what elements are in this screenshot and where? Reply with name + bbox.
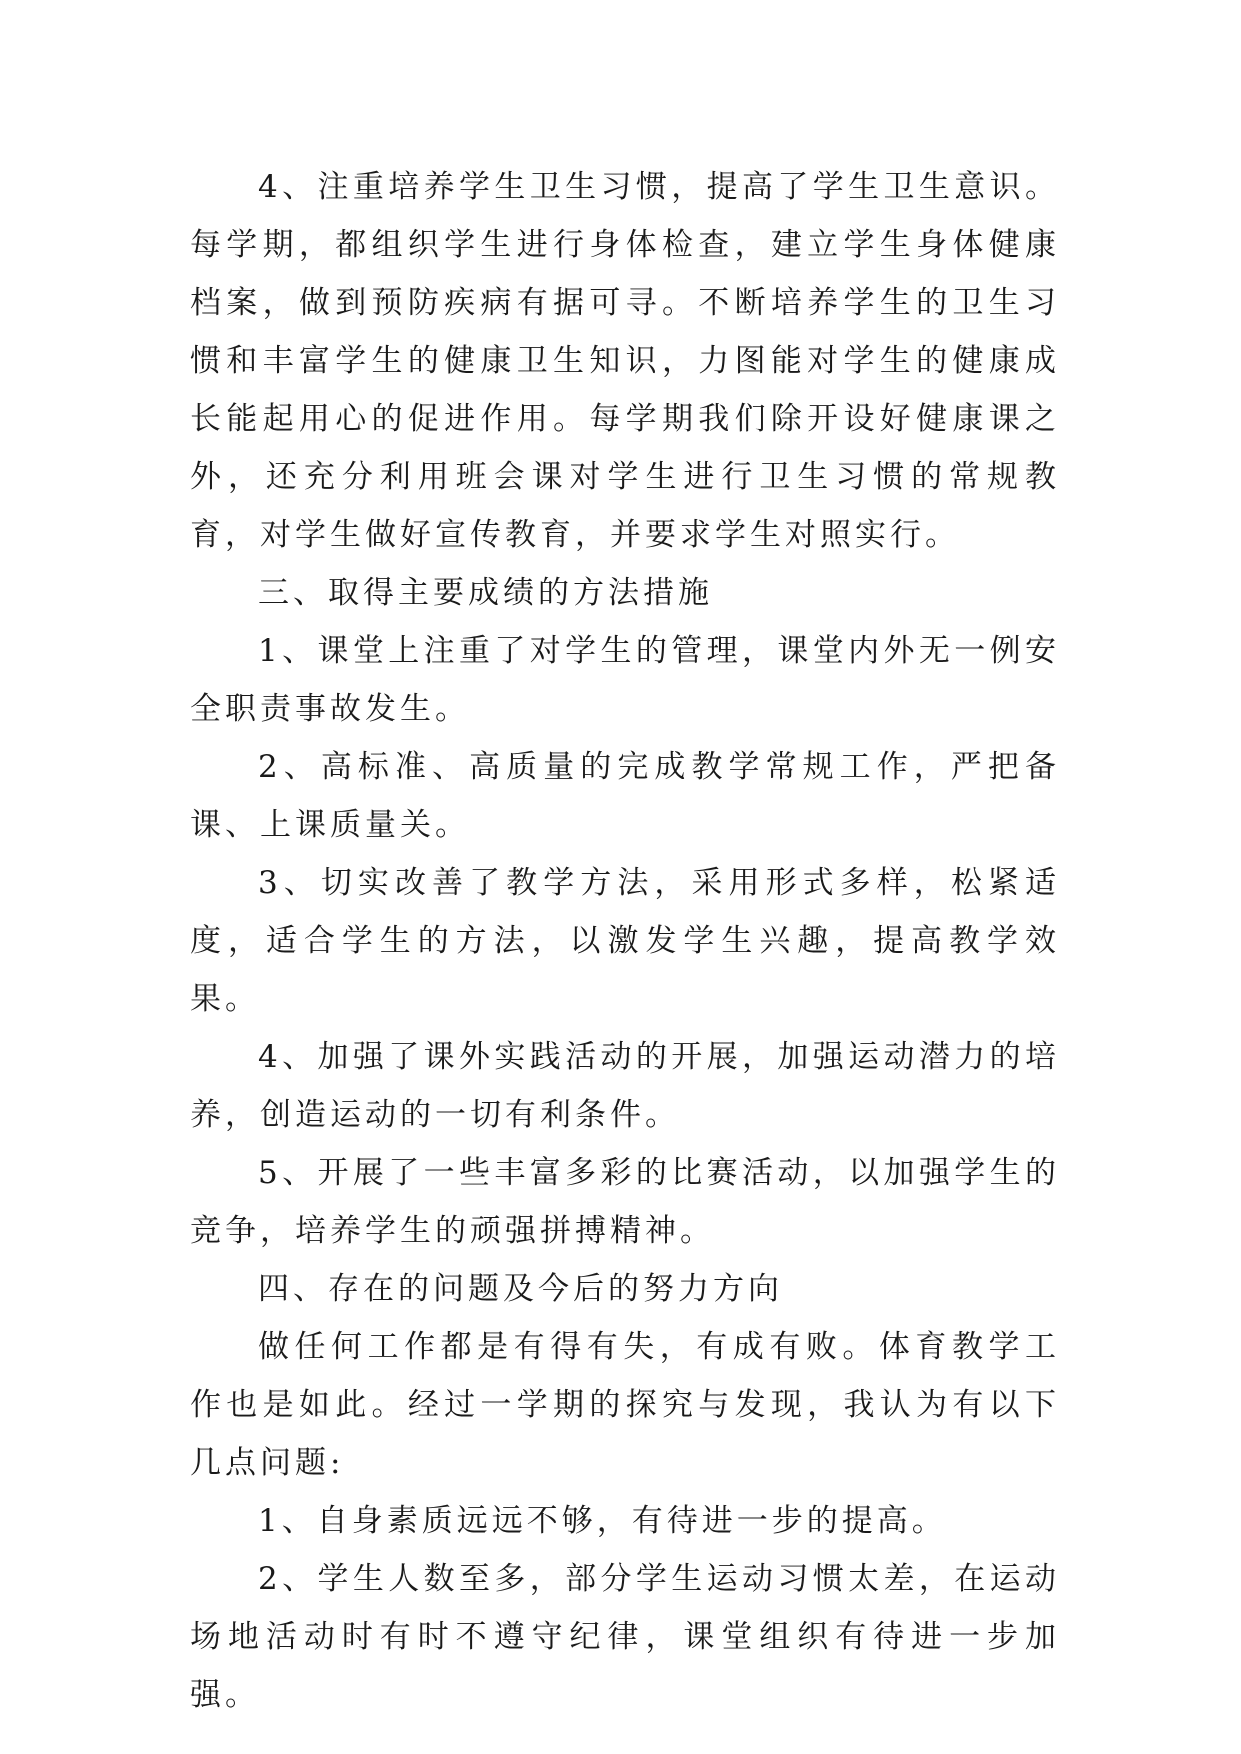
paragraph-method-5: 5、开展了一些丰富多彩的比赛活动，以加强学生的竞争，培养学生的顽强拼搏精神。: [190, 1155, 1060, 1249]
section-heading-problems: 四、存在的问题及今后的努力方向: [258, 1271, 783, 1307]
paragraph-method-2: 2、高标准、高质量的完成教学常规工作，严把备课、上课质量关。: [190, 749, 1060, 843]
paragraph-method-3: 3、切实改善了教学方法，采用形式多样，松紧适度，适合学生的方法，以激发学生兴趣，提高教学效果。: [190, 865, 1060, 1017]
paragraph-hygiene-habits: 4、注重培养学生卫生习惯，提高了学生卫生意识。每学期，都组织学生进行身体检查，建立学生身体健康档案，做到预防疾病有据可寻。不断培养学生的卫生习惯和丰富学生的健康卫生知识，力图能对学生的健康成长能起用心的促进作用。每学期我们除开设好健康课之外，还充分利用班会课对学生进行卫生习惯的常规教育，对学生做好宣传教育，并要求学生对照实行。: [190, 169, 1060, 553]
document-body: [190, 158, 1060, 1724]
paragraph-method-4: 4、加强了课外实践活动的开展，加强运动潜力的培养，创造运动的一切有利条件。: [190, 1039, 1060, 1133]
section-heading-methods: 三、取得主要成绩的方法措施: [258, 575, 713, 611]
paragraph-problem-2: 2、学生人数至多，部分学生运动习惯太差，在运动场地活动时有时不遵守纪律，课堂组织有待进一步加强。: [190, 1561, 1060, 1713]
paragraph-problem-1: 1、自身素质远远不够，有待进一步的提高。: [258, 1503, 947, 1539]
paragraph-method-1: 1、课堂上注重了对学生的管理，课堂内外无一例安全职责事故发生。: [190, 633, 1060, 727]
paragraph-problems-intro: 做任何工作都是有得有失，有成有败。体育教学工作也是如此。经过一学期的探究与发现，我认为有以下几点问题:: [190, 1329, 1060, 1481]
